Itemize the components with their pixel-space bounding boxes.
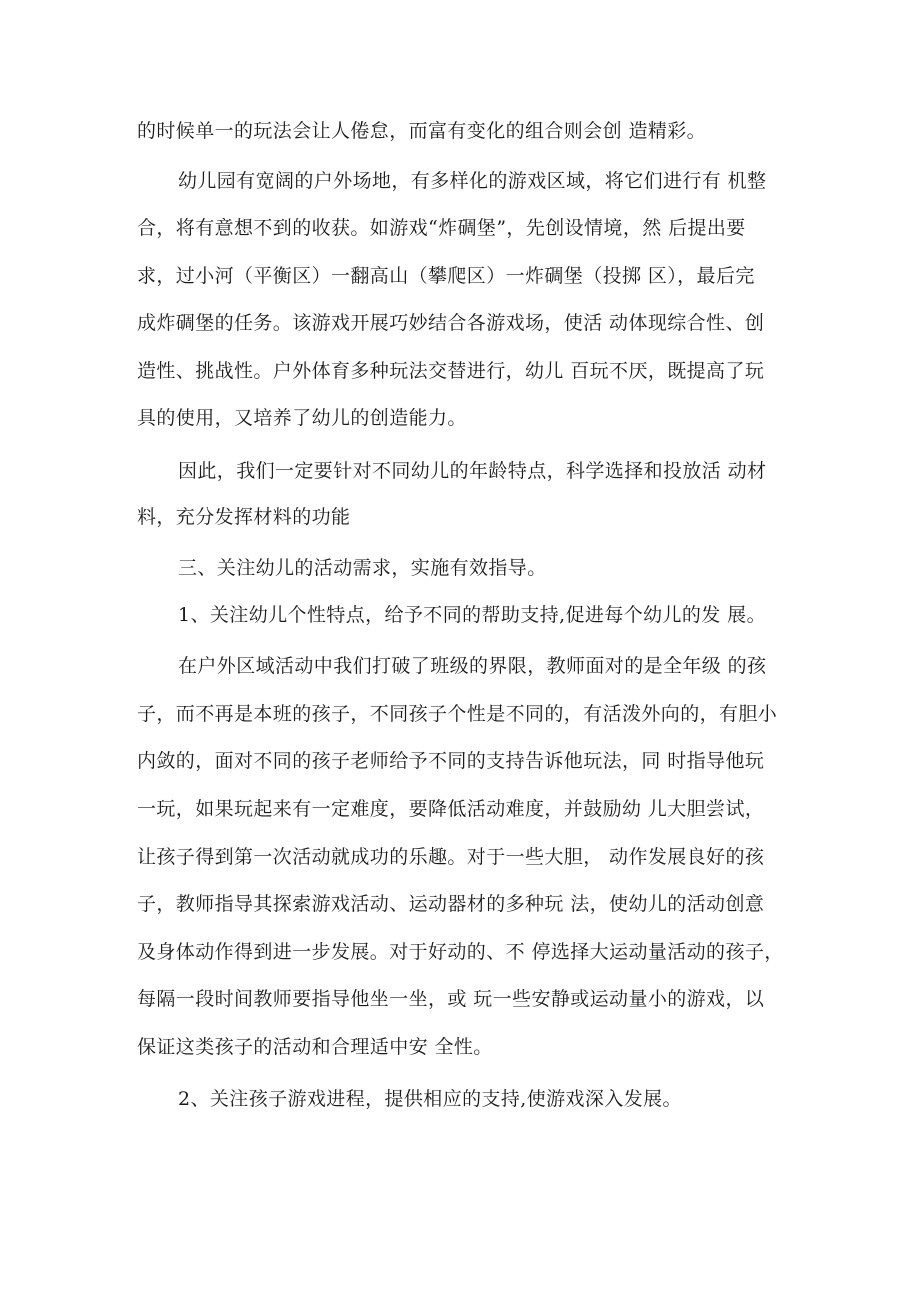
text-line: 子，而不再是本班的孩子，不同孩子个性是不同的，有活泼外向的，有胆小	[137, 703, 778, 725]
paragraph-start-line: 因此，我们一定要针对不同幼儿的年龄特点，科学选择和投放活 动材	[178, 460, 767, 482]
text-line: 保证这类孩子的活动和合理适中安 全性。	[137, 1036, 493, 1058]
text-line: 让孩子得到第一次活动就成功的乐趣。对于一些大胆， 动作发展良好的孩	[137, 846, 765, 868]
subsection-heading: 1、关注幼儿个性特点，给予不同的帮助支持,促进每个幼儿的发 展。	[178, 604, 766, 626]
paragraph-start-line: 幼儿园有宽阔的户外场地，有多样化的游戏区域，将它们进行有 机整	[178, 170, 767, 192]
text-line: 具的使用，又培养了幼儿的创造能力。	[137, 407, 467, 429]
text-line: 合，将有意想不到的收获。如游戏“炸碉堡”，先创设情境，然 后提出要	[137, 217, 746, 239]
text-line: 成炸碉堡的任务。该游戏开展巧妙结合各游戏场，使活 动体现综合性、创	[137, 312, 765, 334]
paragraph-start-line: 在户外区域活动中我们打破了班级的界限，教师面对的是全年级 的孩	[178, 655, 767, 677]
subsection-heading: 2、关注孩子游戏进程，提供相应的支持,使游戏深入发展。	[178, 1088, 682, 1110]
text-line: 求，过小河（平衡区）一翻高山（攀爬区）一炸碉堡（投掷 区），最后完	[137, 265, 755, 287]
section-heading: 三、关注幼儿的活动需求，实施有效指导。	[178, 557, 547, 579]
text-line: 子，教师指导其探索游戏活动、运动器材的多种玩 法，使幼儿的活动创意	[137, 893, 765, 915]
text-line: 料，充分发挥材料的功能	[137, 506, 351, 528]
text-line: 内敛的，面对不同的孩子老师给予不同的支持告诉他玩法，同 时指导他玩	[137, 750, 765, 772]
text-line: 及身体动作得到进一步发展。对于好动的、不 停选择大运动量活动的孩子，	[137, 941, 784, 963]
text-line: 造性、挑战性。户外体育多种玩法交替进行，幼儿 百玩不厌，既提高了玩	[137, 360, 765, 382]
text-line: 的时候单一的玩法会让人倦怠，而富有变化的组合则会创 造精彩。	[137, 120, 707, 142]
text-line: 每隔一段时间教师要指导他坐一坐，或 玩一些安静或运动量小的游戏，以	[137, 988, 765, 1010]
text-line: 一玩，如果玩起来有一定难度，要降低活动难度，并鼓励幼 儿大胆尝试，	[137, 798, 765, 820]
